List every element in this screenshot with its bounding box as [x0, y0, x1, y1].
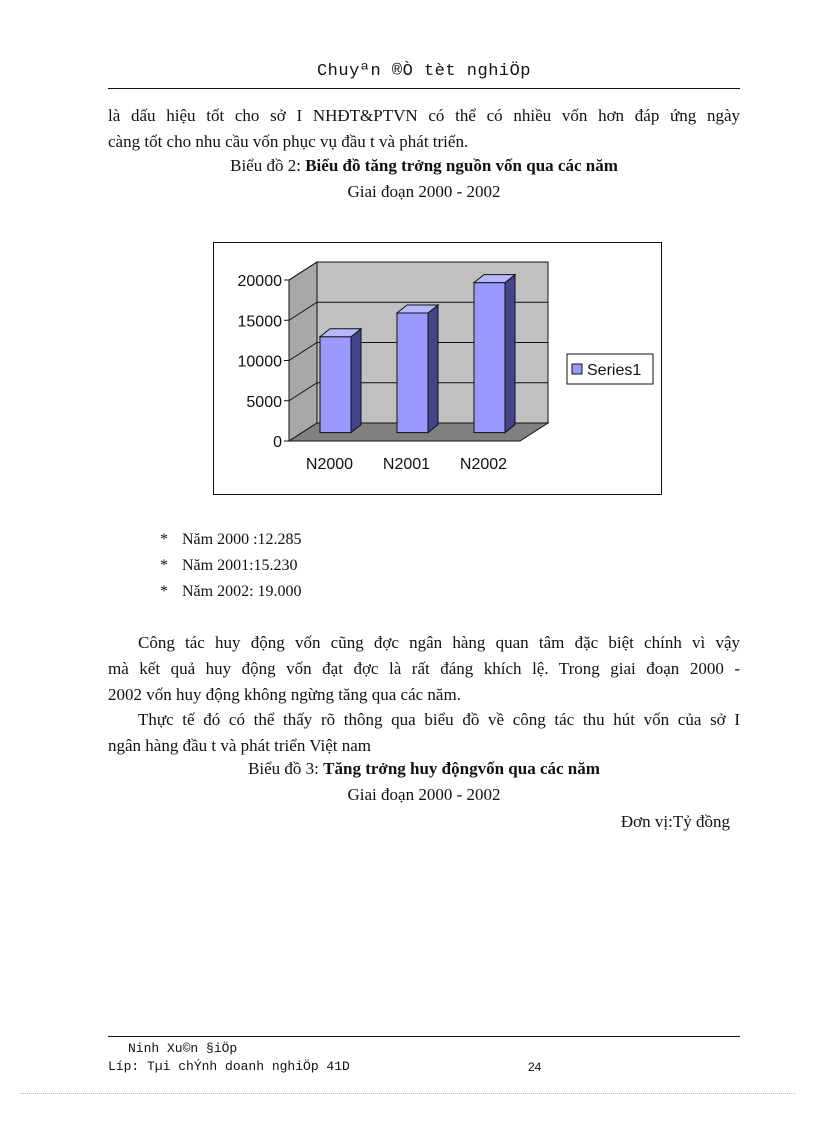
bullet-text: Năm 2000 :12.285	[182, 531, 302, 548]
bar-chart	[214, 243, 661, 494]
bar	[320, 337, 351, 433]
y-tick-label: 5000	[246, 393, 282, 411]
chart2-caption	[108, 156, 740, 176]
page-bottom-dotted-line	[20, 1093, 796, 1094]
bullet-star: *	[160, 557, 168, 574]
footer-rule	[108, 1036, 740, 1037]
chart3-caption-title: Tăng trởng huy độngvốn qua các năm	[323, 759, 600, 778]
intro-paragraph	[108, 103, 740, 155]
legend-label: Series1	[587, 362, 642, 379]
legend-swatch	[572, 364, 582, 374]
unit-label: Đơn vị:Tỷ đồng	[620, 812, 730, 831]
x-tick-label: N2001	[382, 456, 431, 473]
chart-frame	[213, 242, 662, 495]
page-header-title: Chuyªn ®Ò tèt nghiÖp	[316, 62, 532, 81]
reality-line-2: ngân hàng đầu t và phát triển Việt nam	[108, 736, 372, 755]
reality-paragraph	[108, 707, 740, 759]
bar-side	[351, 329, 361, 433]
body-paragraph	[108, 630, 740, 708]
footer-author: Ninh Xu©n §iÖp	[128, 1041, 238, 1056]
y-tick-label: 10000	[237, 353, 282, 371]
bullet-text: Năm 2002: 19.000	[182, 583, 302, 600]
x-tick-label: N2000	[305, 456, 354, 473]
intro-line-1: là dấu hiệu tốt cho sở I NHĐT&PTVN có thể có nhiều vốn hơn đáp ứng ngày	[108, 106, 740, 125]
page-number: 24	[528, 1060, 542, 1074]
x-tick-label: N2002	[459, 456, 508, 473]
chart3-caption-prefix: Biểu đồ 3:	[248, 759, 324, 778]
bar-side	[428, 305, 438, 433]
list-item	[160, 553, 302, 579]
bullet-star: *	[160, 531, 168, 548]
bar-side	[505, 275, 515, 433]
footer-class: Líp: Tµi chÝnh doanh nghiÖp 41D	[108, 1059, 350, 1074]
bullet-text: Năm 2001:15.230	[182, 557, 298, 574]
chart3-caption	[108, 759, 740, 779]
intro-line-2: càng tốt cho nhu cầu vốn phục vụ đầu t và phát triển.	[108, 132, 469, 151]
chart2-period: Giai đoạn 2000 - 2002	[347, 182, 501, 201]
list-item	[160, 527, 302, 553]
reality-line-1: Thực tế đó có thể thấy rõ thông qua biểu đồ về công tác thu hút vốn của sở I	[138, 710, 740, 729]
chart2-caption-prefix: Biểu đồ 2:	[230, 156, 306, 175]
y-tick-label: 15000	[237, 313, 282, 331]
chart3-period: Giai đoạn 2000 - 2002	[347, 785, 501, 804]
body-line-2: mà kết quả huy động vốn đạt đợc là rất đáng khích lệ. Trong giai đoạn 2000 -	[108, 659, 740, 678]
bar	[397, 313, 428, 433]
bullet-list	[160, 527, 302, 605]
bar	[474, 283, 505, 433]
body-line-3: 2002 vốn huy động không ngừng tăng qua các năm.	[108, 685, 461, 704]
y-tick-label: 20000	[237, 273, 282, 290]
chart2-caption-title: Biểu đồ tăng trởng nguồn vốn qua các năm	[305, 156, 618, 175]
header-rule	[108, 88, 740, 89]
list-item	[160, 579, 302, 605]
y-tick-label: 0	[273, 434, 282, 451]
body-line-1: Công tác huy động vốn cũng đợc ngân hàng quan tâm đặc biệt chính vì vậy	[138, 633, 740, 652]
bullet-star: *	[160, 583, 168, 600]
